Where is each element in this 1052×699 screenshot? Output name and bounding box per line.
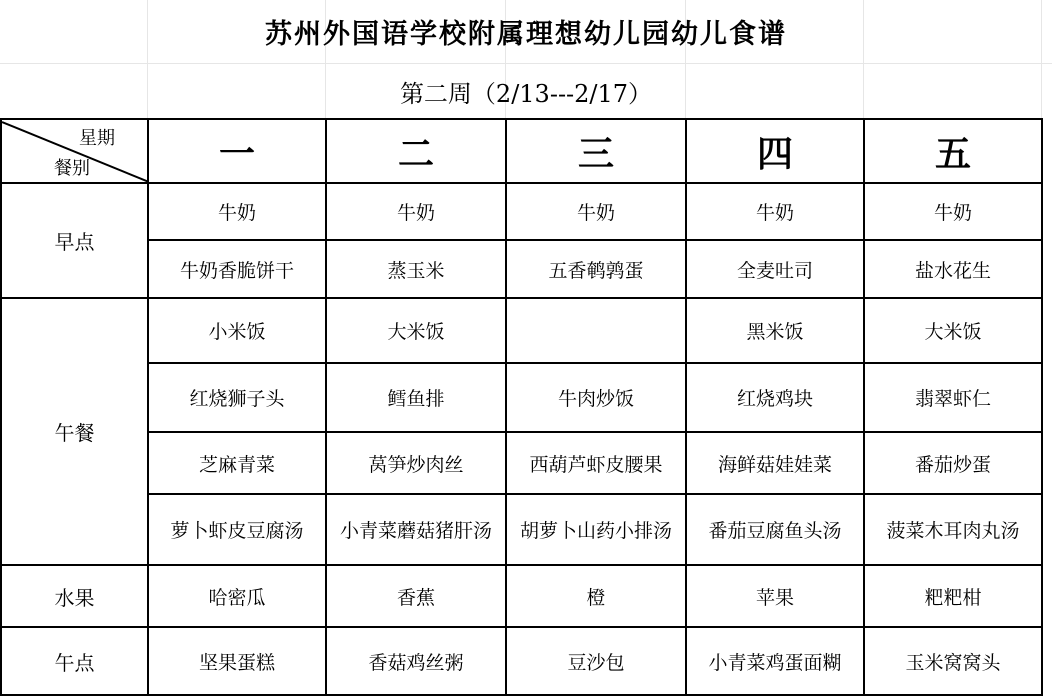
dish-cell: 玉米窝窝头 <box>864 627 1042 695</box>
dish-cell: 豆沙包 <box>506 627 686 695</box>
dish-cell: 黑米饭 <box>686 298 864 363</box>
dish-cell: 盐水花生 <box>864 240 1042 298</box>
dish-cell: 粑粑柑 <box>864 565 1042 627</box>
dish-cell: 蒸玉米 <box>326 240 506 298</box>
dish-cell: 牛奶香脆饼干 <box>148 240 326 298</box>
menu-row <box>1 565 1042 627</box>
meal-label: 午点 <box>1 627 148 695</box>
day-header: 四 <box>686 119 864 183</box>
dish-cell: 坚果蛋糕 <box>148 627 326 695</box>
menu-row <box>1 363 1042 432</box>
dish-cell: 翡翠虾仁 <box>864 363 1042 432</box>
dish-cell: 红烧狮子头 <box>148 363 326 432</box>
week-range: 第二周（2/13---2/17） <box>399 80 653 108</box>
dish-cell: 大米饭 <box>864 298 1042 363</box>
day-header: 一 <box>148 119 326 183</box>
corner-label-weekday: 星期 <box>79 128 115 149</box>
dish-cell: 大米饭 <box>326 298 506 363</box>
dish-cell: 全麦吐司 <box>686 240 864 298</box>
dish-cell: 鳕鱼排 <box>326 363 506 432</box>
dish-cell: 小青菜鸡蛋面糊 <box>686 627 864 695</box>
dish-cell: 胡萝卜山药小排汤 <box>506 494 686 565</box>
dish-cell: 苹果 <box>686 565 864 627</box>
dish-cell: 红烧鸡块 <box>686 363 864 432</box>
menu-row <box>1 183 1042 240</box>
menu-row <box>1 627 1042 695</box>
dish-cell: 哈密瓜 <box>148 565 326 627</box>
dish-cell: 牛奶 <box>506 183 686 240</box>
menu-row <box>1 298 1042 363</box>
day-header: 三 <box>506 119 686 183</box>
corner-label-meal: 餐别 <box>54 158 90 179</box>
dish-cell: 芝麻青菜 <box>148 432 326 494</box>
menu-title: 苏州外国语学校附属理想幼儿园幼儿食谱 <box>265 19 787 50</box>
menu-row <box>1 240 1042 298</box>
dish-cell: 番茄豆腐鱼头汤 <box>686 494 864 565</box>
dish-cell: 莴笋炒肉丝 <box>326 432 506 494</box>
dish-cell: 小米饭 <box>148 298 326 363</box>
corner-header-cell <box>1 119 148 183</box>
dish-cell: 橙 <box>506 565 686 627</box>
dish-cell: 牛肉炒饭 <box>506 363 686 432</box>
dish-cell: 牛奶 <box>686 183 864 240</box>
menu-row <box>1 432 1042 494</box>
dish-cell: 西葫芦虾皮腰果 <box>506 432 686 494</box>
dish-cell: 五香鹌鹑蛋 <box>506 240 686 298</box>
dish-cell: 萝卜虾皮豆腐汤 <box>148 494 326 565</box>
day-header: 二 <box>326 119 506 183</box>
menu-table <box>0 118 1043 696</box>
dish-cell: 番茄炒蛋 <box>864 432 1042 494</box>
dish-cell: 香蕉 <box>326 565 506 627</box>
dish-cell: 牛奶 <box>326 183 506 240</box>
dish-cell: 香菇鸡丝粥 <box>326 627 506 695</box>
meal-label: 午餐 <box>1 298 148 565</box>
dish-cell: 菠菜木耳肉丸汤 <box>864 494 1042 565</box>
meal-label: 水果 <box>1 565 148 627</box>
meal-label: 早点 <box>1 183 148 298</box>
menu-row <box>1 494 1042 565</box>
day-header: 五 <box>864 119 1042 183</box>
dish-cell: 小青菜蘑菇猪肝汤 <box>326 494 506 565</box>
dish-cell: 牛奶 <box>148 183 326 240</box>
dish-cell <box>506 298 686 363</box>
header-row <box>1 119 1042 183</box>
dish-cell: 海鲜菇娃娃菜 <box>686 432 864 494</box>
dish-cell: 牛奶 <box>864 183 1042 240</box>
